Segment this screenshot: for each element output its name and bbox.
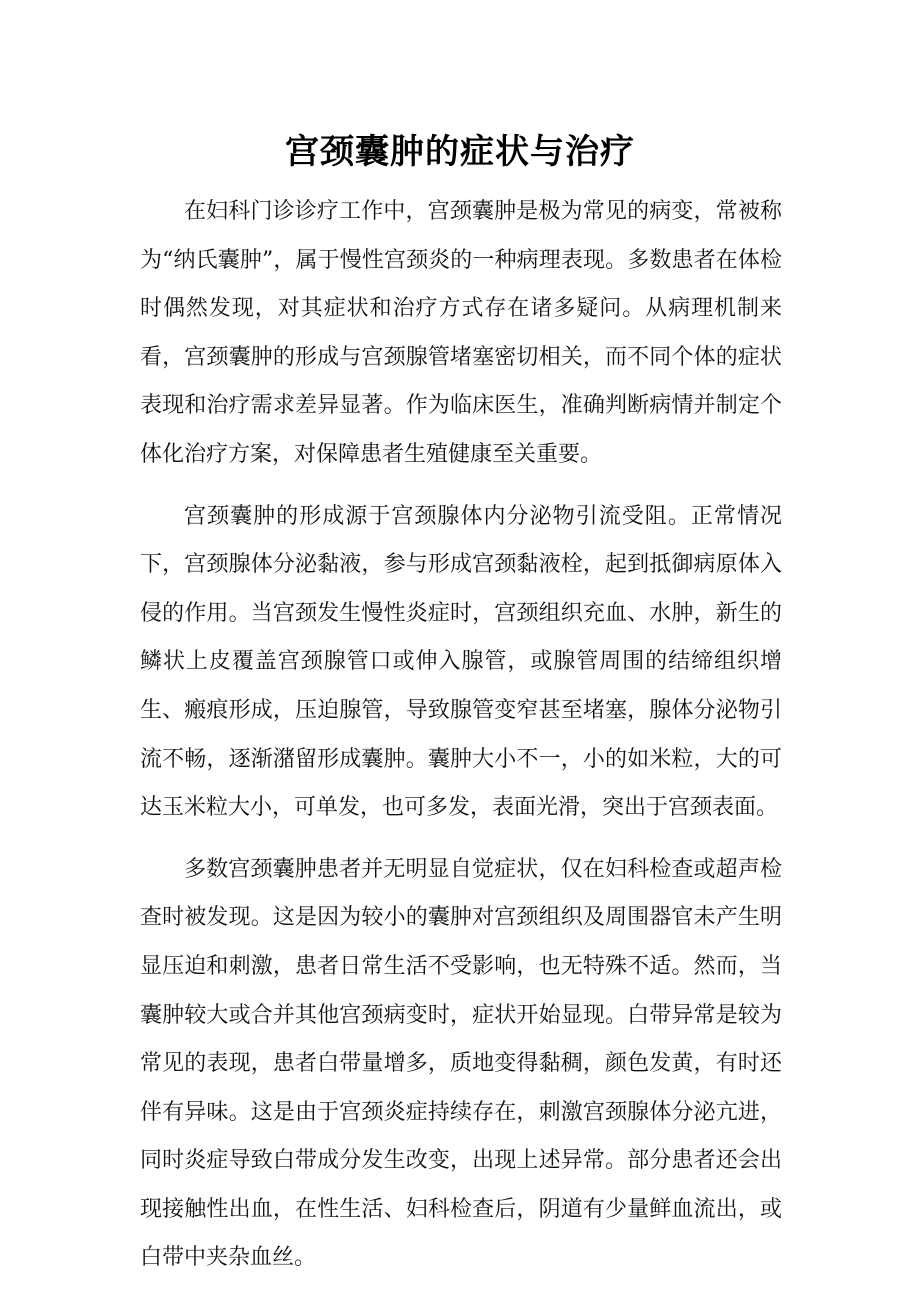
paragraph-1: 在妇科门诊诊疗工作中，宫颈囊肿是极为常见的病变，常被称为“纳氏囊肿”，属于慢性宫颈炎的一种病理表现。多数患者在体检时偶然发现，对其症状和治疗方式存在诸多疑问。从病理机制来看，宫颈囊肿的形成与宫颈腺管堵塞密切相关，而不同个体的症状表现和治疗需求差异显著。作为临床医生，准确判断病情并制定个体化治疗方案，对保障患者生殖健康至关重要。 [140, 199, 782, 467]
document-body [140, 188, 782, 1296]
paragraph-2: 宫颈囊肿的形成源于宫颈腺体内分泌物引流受阻。正常情况下，宫颈腺体分泌黏液，参与形成宫颈黏液栓，起到抵御病原体入侵的作用。当宫颈发生慢性炎症时，宫颈组织充血、水肿，新生的鳞状上皮覆盖宫颈腺管口或伸入腺管，或腺管周围的结缔组织增生、瘢痕形成，压迫腺管，导致腺管变窄甚至堵塞，腺体分泌物引流不畅，逐渐潴留形成囊肿。囊肿大小不一，小的如米粒，大的可达玉米粒大小，可单发，也可多发，表面光滑，突出于宫颈表面。 [140, 503, 782, 821]
paragraph-3: 多数宫颈囊肿患者并无明显自觉症状，仅在妇科检查或超声检查时被发现。这是因为较小的囊肿对宫颈组织及周围器官未产生明显压迫和刺激，患者日常生活不受影响，也无特殊不适。然而，当囊肿较大或合并其他宫颈病变时，症状开始显现。白带异常是较为常见的表现，患者白带量增多，质地变得黏稠，颜色发黄，有时还伴有异味。这是由于宫颈炎症持续存在，刺激宫颈腺体分泌亢进，同时炎症导致白带成分发生改变，出现上述异常。部分患者还会出现接触性出血，在性生活、妇科检查后，阴道有少量鲜血流出，或白带中夹杂血丝。 [140, 856, 782, 1271]
document-title: 宫颈囊肿的症状与治疗 [285, 132, 635, 172]
